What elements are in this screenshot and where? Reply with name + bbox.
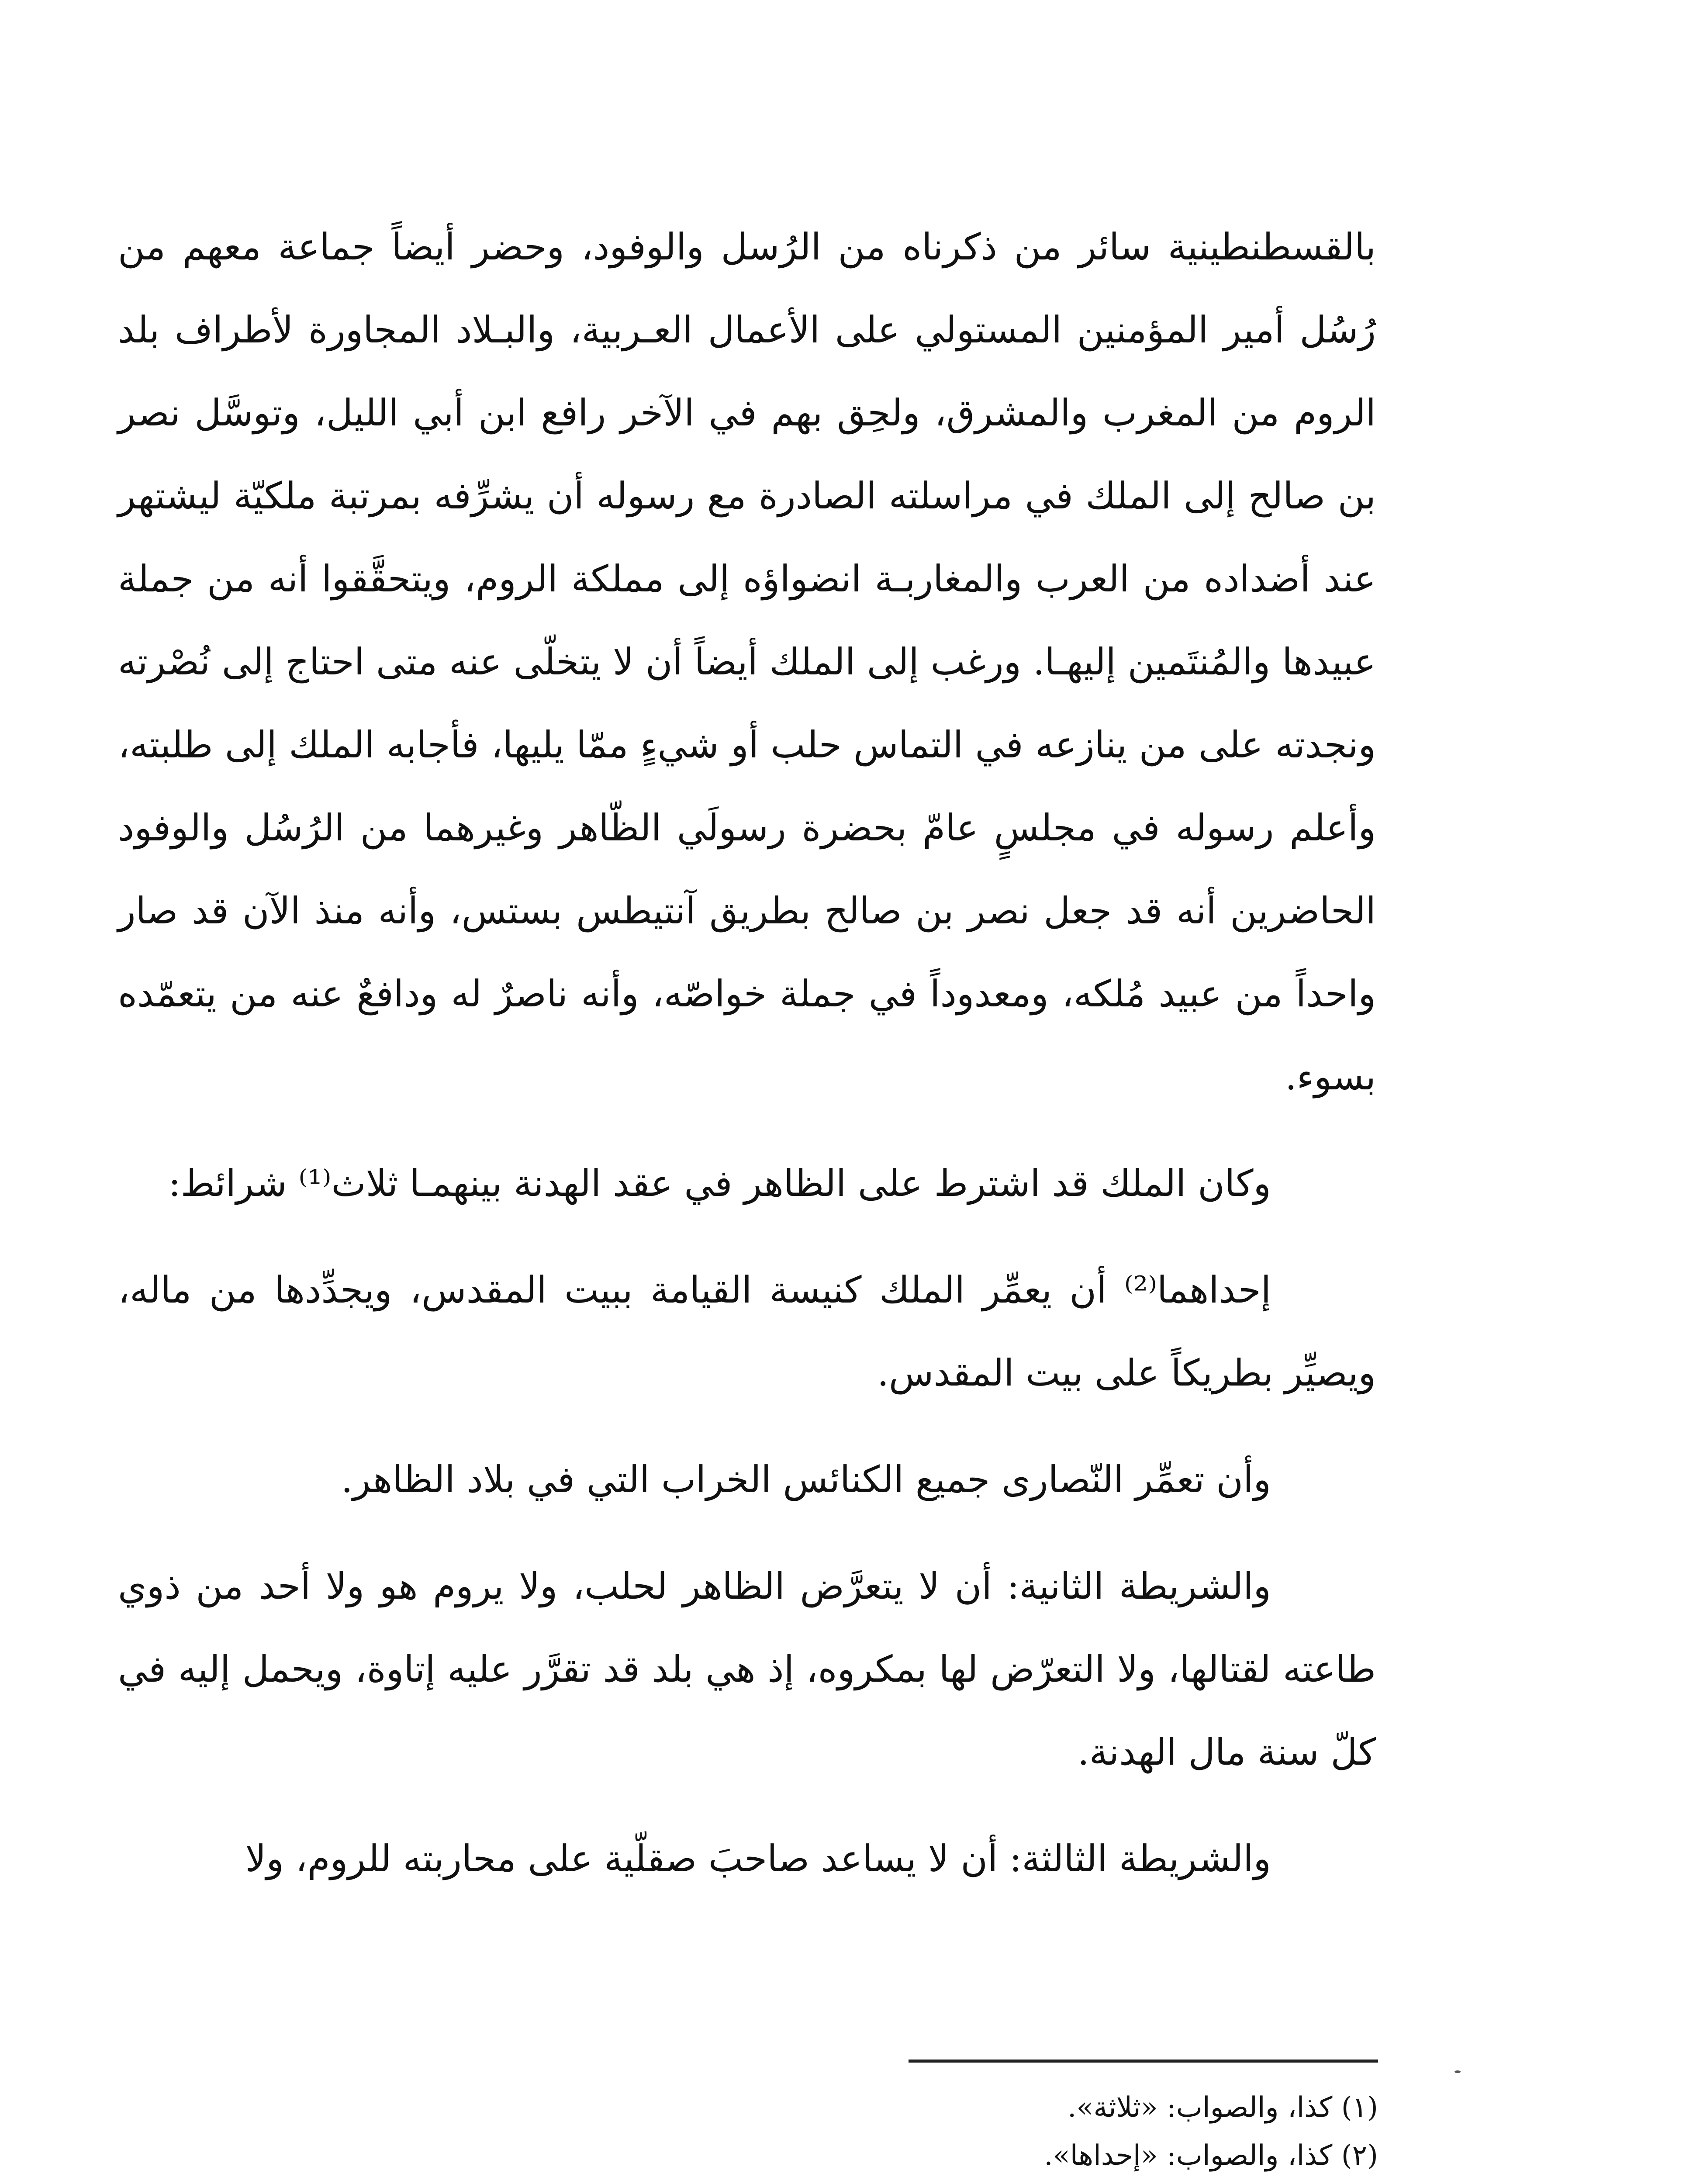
footnote-divider <box>909 2060 1378 2063</box>
footnotes <box>568 2084 1378 2180</box>
scan-speck <box>1455 2070 1461 2073</box>
paragraph-1: بالقسطنطينية سائر من ذكرناه من الرُسل والوفود، وحضر أيضاً جماعة معهم من رُسُل أمير المؤمنين المستولي على الأعمال العـربية، والبـلاد المجاورة لأطراف بلد الروم من المغرب والمشرق، ولحِق بهم في الآخر رافع ابن أبي الليل، وتوسَّل نصر بن صالح إلى الملك في مراسلته الصادرة مع رسوله أن يشرِّفه بمرتبة ملكيّة ليشتهر عند أضداده من العرب والمغاربـة انضواؤه إلى مملكة الروم، ويتحقَّقوا أنه من جملة عبيدها والمُنتَمين إليهـا. ورغب إلى الملك أيضاً أن لا يتخلّى عنه متى احتاج إلى نُصْرته ونجدته على من ينازعه في التماس حلب أو شيءٍ ممّا يليها، فأجابه الملك إلى طلبته، وأعلم رسوله في مجلسٍ عامّ بحضرة رسولَي الظّاهر وغيرهما من الرُسُل والوفود الحاضرين أنه قد جعل نصر بن صالح بطريق آنتيطس بستس، وأنه منذ الآن قد صار واحداً من عبيد مُلكه، ومعدوداً في جملة خواصّه، وأنه ناصرٌ له ودافعٌ عنه من يتعمّده بسوء. <box>118 225 1376 1098</box>
footnote-1: (١) كذا، والصواب: «ثلاثة». <box>1068 2091 1378 2124</box>
paragraph-5: والشريطة الثانية: أن لا يتعرَّض الظاهر لحلب، ولا يروم هو ولا أحد من ذوي طاعته لقتالها، ولا التعرّض لها بمكروه، إذ هي بلد قد تقرَّر عليه إتاوة، ويحمل إليه في كلّ سنة مال الهدنة. <box>118 1565 1376 1773</box>
footnote-2: (٢) كذا، والصواب: «إحداها». <box>1044 2139 1378 2172</box>
paragraph-4: وأن تعمِّر النّصارى جميع الكنائس الخراب التي في بلاد الظاهر. <box>341 1458 1271 1501</box>
main-text <box>118 205 1376 1924</box>
paragraph-3: إحداهما⁽²⁾ أن يعمِّر الملك كنيسة القيامة ببيت المقدس، ويجدِّدها من ماله، ويصيِّر بطريكاً على بيت المقدس. <box>118 1268 1376 1394</box>
paragraph-6: والشريطة الثالثة: أن لا يساعد صاحبَ صقلّية على محاربته للروم، ولا <box>245 1837 1271 1880</box>
paragraph-2: وكان الملك قد اشترط على الظاهر في عقد الهدنة بينهمـا ثلاث⁽¹⁾ شرائط: <box>168 1162 1271 1205</box>
